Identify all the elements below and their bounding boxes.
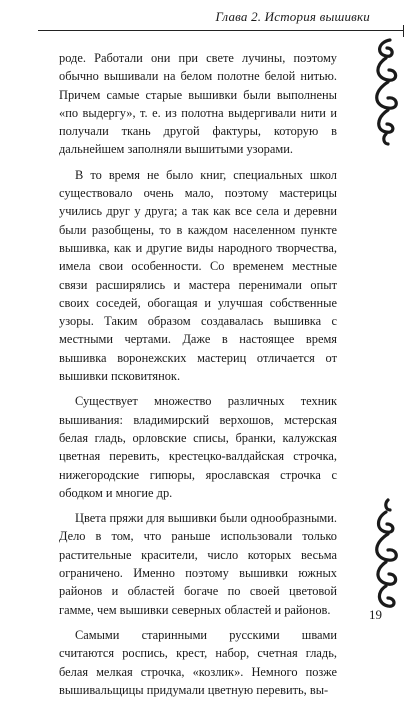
paragraph: Самыми старинными русскими швами считаются роспись, крест, набор, счетная гладь, белая мелкая строчка, «козлик». Немного позже вышивальщицы придумали цветную перевить, вы- (59, 627, 337, 697)
scroll-flourish-icon (368, 496, 404, 614)
chapter-title: Глава 2. История вышивки (215, 9, 370, 24)
paragraph: В то время не было книг, специальных школ существовало очень мало, поэтому мастерицы учились друг у друга; а так как все села и деревни были разобщены, то в каждом населенном пункте вышивка, как и другие виды народного творчества, имела свои особенности. Со временем местные связи расширялись и мастера перенимали опыт своих соседей, обогащая и улучшая собственные узоры. Таким образом создавалась вышивка с местными чертами. Даже в настоящее время вышивка воронежских мастериц отличается от вышивки псковитянок. (59, 167, 337, 384)
text-body (59, 49, 337, 706)
scroll-flourish-icon (368, 36, 404, 148)
paragraph: Цвета пряжи для вышивки были однообразными. Дело в том, что раньше использовали только растительные красители, число которых весьма ограничено. Именно поэтому вышивки южных районов и областей богаче по своей цветовой гамме, чем вышивки северных областей и районов. (59, 511, 337, 617)
paragraph: роде. Работали они при свете лучины, поэтому обычно вышивали на белом полотне белой нитью. Причем самые старые вышивки были выполнены «по выдергу», т. е. из полотна выдергивали нити и получали ткань другой фактуры, которую в дальнейшем заполняли вышитыми узорами. (59, 51, 337, 157)
paragraph: Существует множество различных техник вышивания: владимирский верхошов, мстерская белая гладь, орловские списы, бранки, калужская цветная перевить, крестецко-валдайская строчка, нижегородские гипюры, ярославская строчка с ободком и многие др. (59, 394, 337, 500)
page-number: 19 (369, 607, 382, 622)
header-rule (38, 30, 404, 31)
